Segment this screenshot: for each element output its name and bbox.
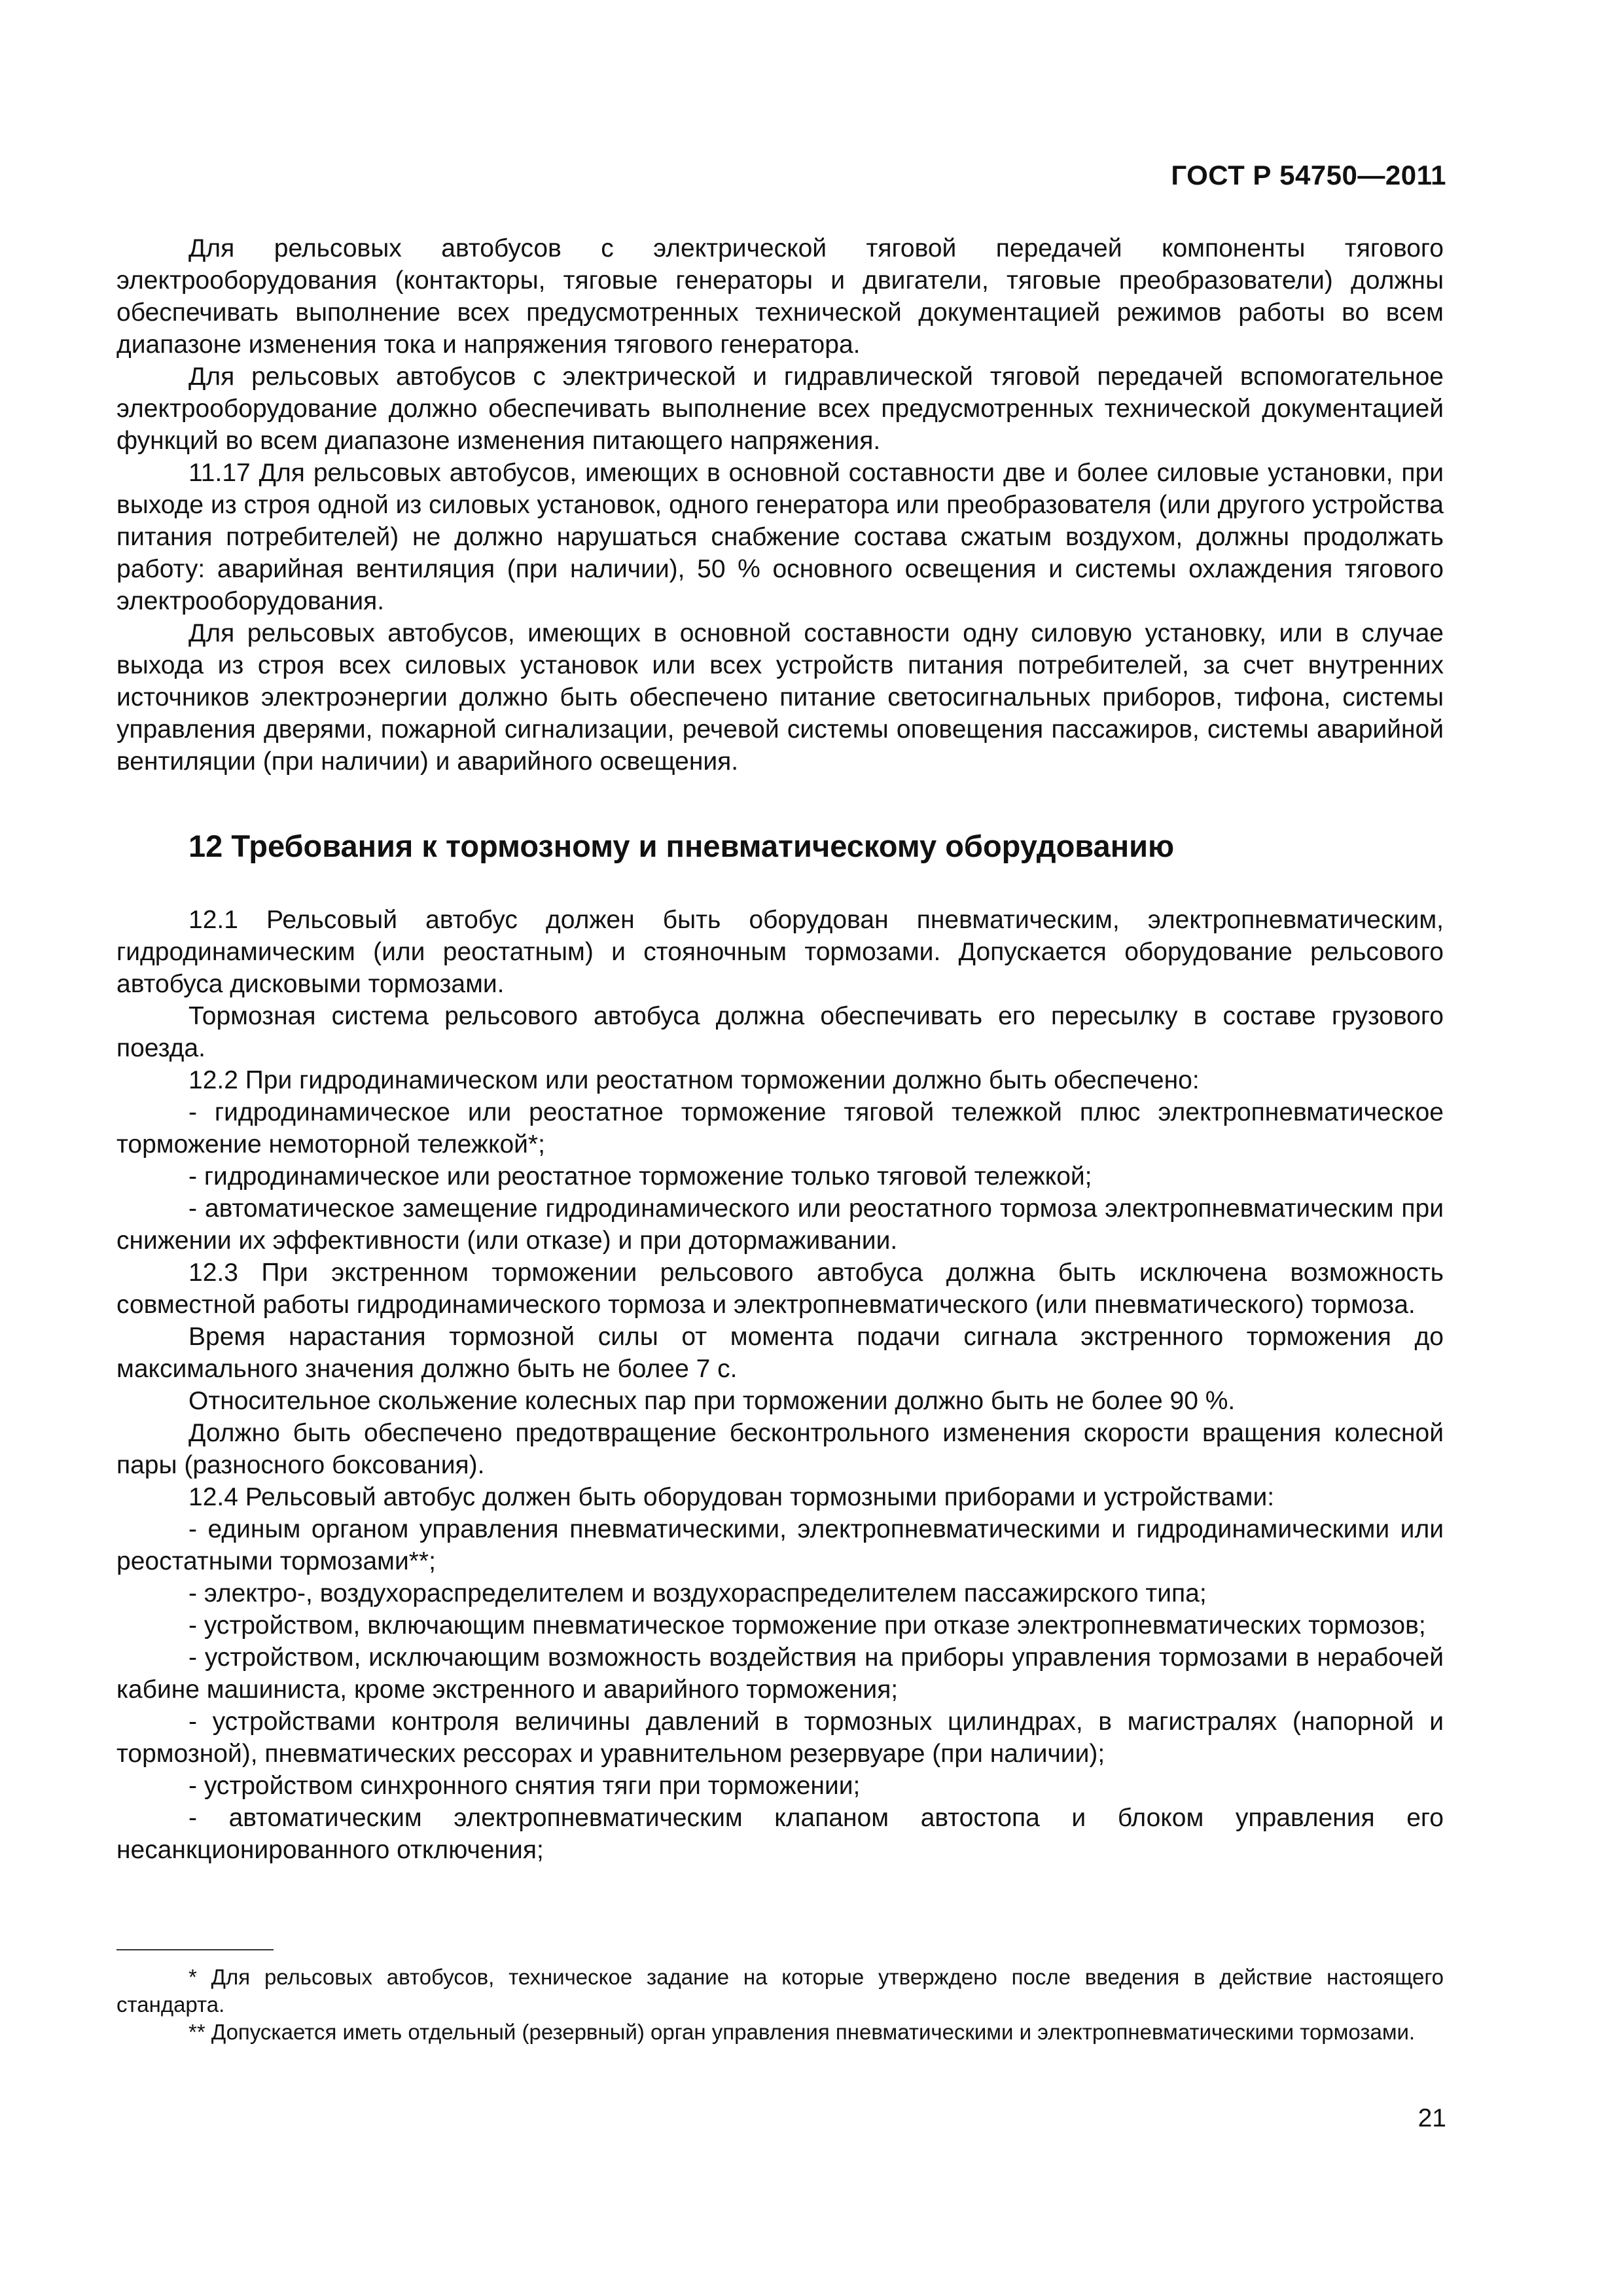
paragraph: Тормозная система рельсового автобуса должна обеспечивать его пересылку в составе грузового поезда. [116,1002,1444,1062]
list-item: - электро-, воздухораспределителем и воздухораспределителем пассажирского типа; [188,1579,1207,1607]
footnote: * Для рельсовых автобусов, техническое задание на которые утверждено после введения в действие настоящего стандарта. [116,1965,1444,2017]
list-item: - устройствами контроля величины давлений в тормозных цилиндрах, в магистралях (напорной и тормозной), пневматических рессорах и уравнительном резервуаре (при наличии); [116,1708,1444,1768]
list-item: - автоматическое замещение гидродинамического или реостатного тормоза электропневматическим при снижении их эффективности (или отказе) и при дотормаживании. [116,1194,1444,1255]
paragraph: 11.17 Для рельсовых автобусов, имеющих в основной составности две и более силовые установки, при выходе из строя одной из силовых установок, одного генератора или преобразователя (или другого устройства питания потребителей) не должно нарушаться снабжение состава сжатым воздухом, должны продолжать работу: аварийная вентиляция (при наличии), 50 % основного освещения и системы охлаждения тягового электрооборудования. [116,459,1444,615]
paragraph: Относительное скольжение колесных пар при торможении должно быть не более 90 %. [188,1387,1236,1415]
list-item: - единым органом управления пневматическими, электропневматическими и гидродинамическими или реостатными тормозами**; [116,1515,1444,1575]
section-heading: 12 Требования к тормозному и пневматическому оборудованию [188,829,1175,863]
list-item: - автоматическим электропневматическим клапаном автостопа и блоком управления его несанкционированного отключения; [116,1804,1444,1864]
paragraph: Для рельсовых автобусов с электрической тяговой передачей компоненты тягового электрооборудования (контакторы, тяговые генераторы и двигатели, тяговые преобразователи) должны обеспечивать выполнение всех предусмотренных технической документацией режимов работы во всем диапазоне изменения тока и напряжения тягового генератора. [116,234,1444,359]
paragraph: 12.4 Рельсовый автобус должен быть оборудован тормозными приборами и устройствами: [188,1483,1275,1511]
list-item: - гидродинамическое или реостатное торможение тяговой тележкой плюс электропневматическое торможение немоторной тележкой*; [116,1098,1444,1158]
paragraph: Время нарастания тормозной силы от момента подачи сигнала экстренного торможения до максимального значения должно быть не более 7 с. [116,1323,1444,1383]
document-header: ГОСТ Р 54750—2011 [1171,160,1446,190]
paragraph: 12.1 Рельсовый автобус должен быть оборудован пневматическим, электропневматическим, гидродинамическим (или реостатным) и стояночным тормозами. Допускается оборудование рельсового автобуса дисковыми тормозами. [116,906,1444,998]
paragraph: 12.2 При гидродинамическом или реостатном торможении должно быть обеспечено: [188,1066,1200,1094]
paragraph: Для рельсовых автобусов, имеющих в основной составности одну силовую установку, или в случае выхода из строя всех силовых установок или всех устройств питания потребителей, за счет внутренних источников электроэнергии должно быть обеспечено питание светосигнальных приборов, тифона, системы управления дверями, пожарной сигнализации, речевой системы оповещения пассажиров, системы аварийной вентиляции (при наличии) и аварийного освещения. [116,619,1444,776]
paragraph: 12.3 При экстренном торможении рельсового автобуса должна быть исключена возможность совместной работы гидродинамического тормоза и электропневматического (или пневматического) тормоза. [116,1259,1444,1319]
list-item: - устройством синхронного снятия тяги при торможении; [188,1772,861,1800]
page-content [116,232,1444,1866]
list-item: - устройством, включающим пневматическое торможение при отказе электропневматических тормозов; [188,1611,1426,1640]
list-item: - гидродинамическое или реостатное торможение только тяговой тележкой; [188,1162,1092,1191]
paragraph: Должно быть обеспечено предотвращение бесконтрольного изменения скорости вращения колесной пары (разносного боксования). [116,1419,1444,1479]
list-item: - устройством, исключающим возможность воздействия на приборы управления тормозами в нерабочей кабине машиниста, кроме экстренного и аварийного торможения; [116,1643,1444,1704]
footnotes [116,1964,1444,2046]
page-number: 21 [1418,2104,1446,2132]
paragraph: Для рельсовых автобусов с электрической и гидравлической тяговой передачей вспомогательное электрооборудование должно обеспечивать выполнение всех предусмотренных технической документацией функций во всем диапазоне изменения питающего напряжения. [116,363,1444,455]
footnote: ** Допускается иметь отдельный (резервный) орган управления пневматическими и электропневматическими тормозами. [188,2020,1416,2044]
footnote-divider [116,1949,274,1950]
